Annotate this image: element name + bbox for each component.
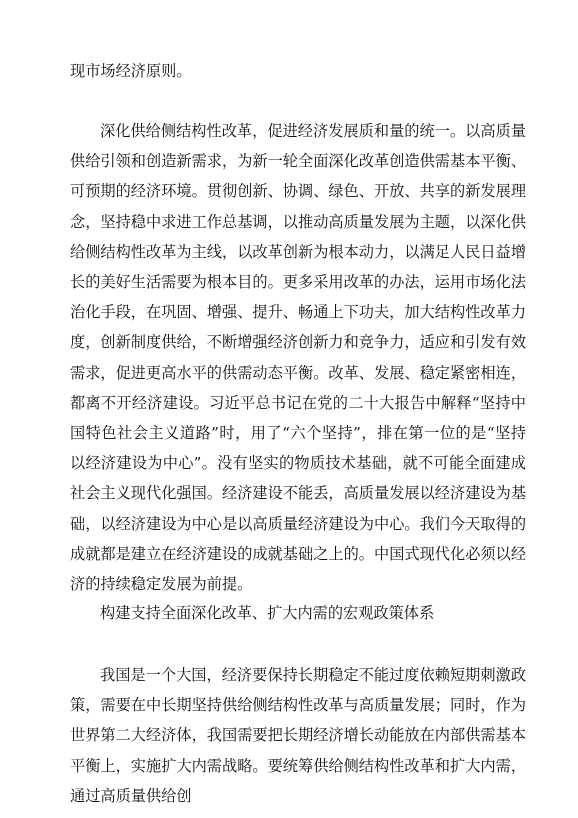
paragraph-domestic-demand: 我国是一个大国，经济要保持长期稳定不能过度依赖短期刺激政策，需要在中长期坚持供给侧结构性改革与高质量发展；同时，作为世界第二大经济体，我国需要把长期经济增长动能放在内部供需基本平衡上，实施扩大内需战略。要统筹供给侧结构性改革和扩大内需，通过高质量供给创	[70, 666, 526, 805]
section-heading: 构建支持全面深化改革、扩大内需的宏观政策体系	[100, 604, 435, 622]
paragraph-continuation: 现市场经济原则。	[70, 62, 192, 80]
paragraph-supply-side-reform: 深化供给侧结构性改革，促进经济发展质和量的统一。以高质量供给引领和创造新需求，为新一轮全面深化改革创造供需基本平衡、可预期的经济环境。贯彻创新、协调、绿色、开放、共享的新发展理念，坚持稳中求进工作总基调，以推动高质量发展为主题，以深化供给侧结构性改革为主线，以改革创新为根本动力，以满足人民日益增长的美好生活需要为根本目的。更多采用改革的办法，运用市场化法治化手段，在巩固、增强、提升、畅通上下功夫，加大结构性改革力度，创新制度供给，不断增强经济创新力和竞争力，适应和引发有效需求，促进更高水平的供需动态平衡。改革、发展、稳定紧密相连，都离不开经济建设。习近平总书记在党的二十大报告中解释“坚持中国特色社会主义道路”时，用了“六个坚持”，排在第一位的是“坚持以经济建设为中心”。没有坚实的物质技术基础，就不可能全面建成社会主义现代化强国。经济建设不能丢，高质量发展以经济建设为基础，以经济建设为中心是以高质量经济建设为中心。我们今天取得的成就都是建立在经济建设的成就基础之上的。中国式现代化必须以经济的持续稳定发展为前提。	[70, 122, 526, 594]
